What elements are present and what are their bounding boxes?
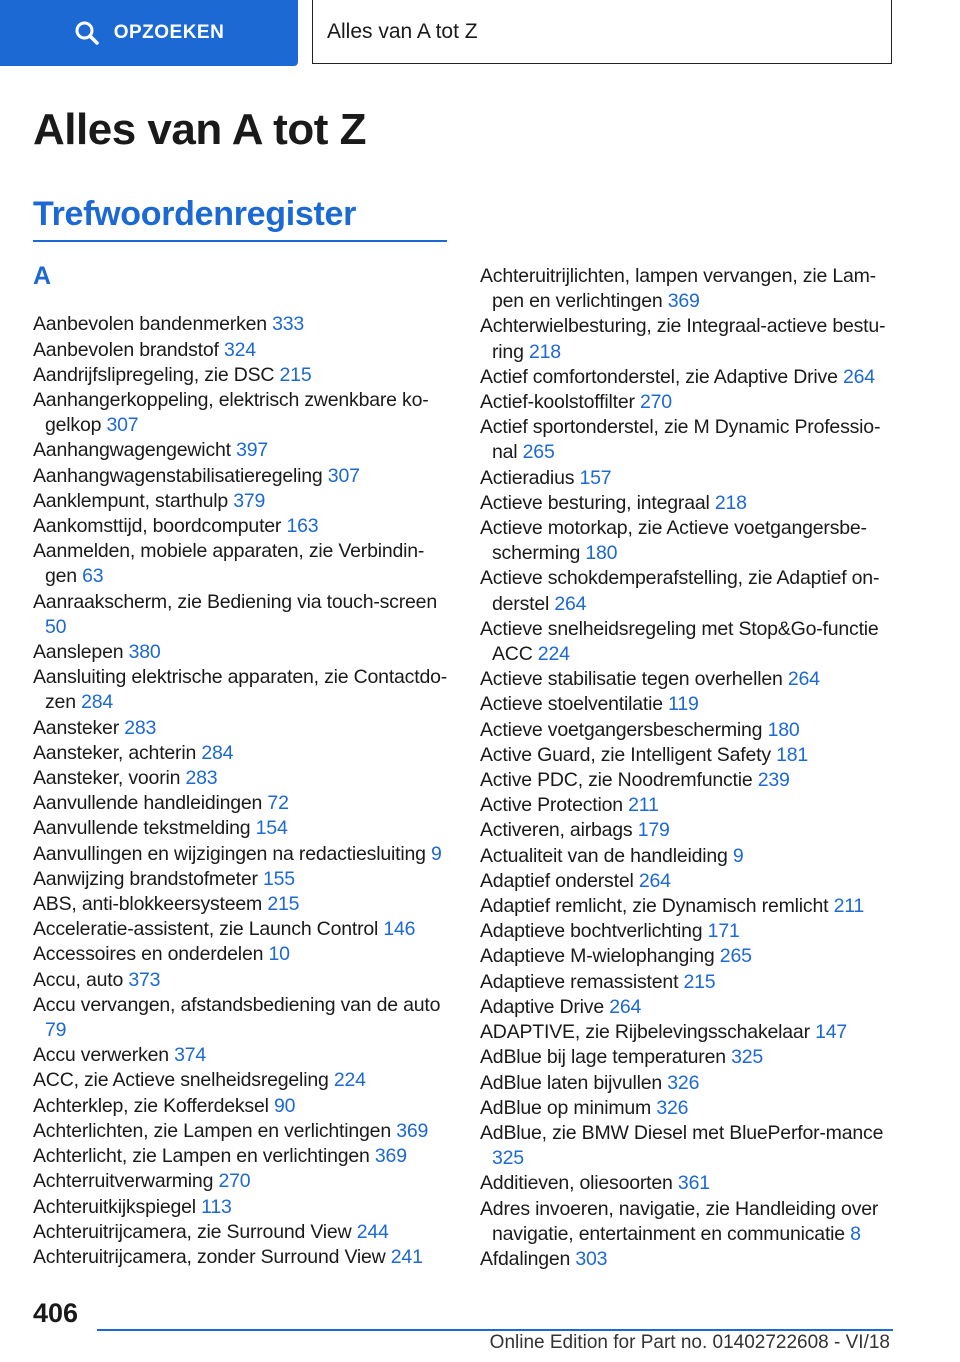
- index-entry-text: Accu verwerken: [33, 1044, 169, 1067]
- index-entry: [33, 312, 453, 337]
- breadcrumb-label: Alles van A tot Z: [327, 19, 478, 43]
- index-entry-page-link[interactable]: 324: [223, 338, 256, 361]
- index-entry-text: Actief sportonderstel, zie M Dynamic Professio-nal: [480, 416, 881, 464]
- index-entry-text: Adaptive Drive: [480, 995, 605, 1018]
- index-entry: [480, 1045, 892, 1070]
- index-entry-text: Aankomsttijd, boordcomputer: [33, 515, 282, 538]
- index-entry-page-link[interactable]: 307: [327, 464, 360, 487]
- index-entry-text: Actieradius: [480, 466, 575, 489]
- index-entry: [33, 338, 453, 363]
- index-entry-text: Adaptieve bochtverlichting: [480, 920, 703, 943]
- index-entry: [33, 892, 453, 917]
- index-entry: [33, 539, 453, 589]
- page-number: 406: [33, 1298, 79, 1328]
- index-entry: [33, 1195, 453, 1220]
- index-entry-text: Adres invoeren, navigatie, zie Handleiding over navigatie, entertainment en communicatie: [480, 1197, 879, 1245]
- index-entry-page-link[interactable]: 264: [554, 592, 587, 615]
- index-entry-text: Adaptief onderstel: [480, 869, 634, 892]
- index-entry-text: ACC, zie Actieve snelheidsregeling: [33, 1069, 329, 1092]
- index-entry-text: Actieve voetgangersbescherming: [480, 718, 763, 741]
- index-entry: [33, 968, 453, 993]
- index-entry-text: Achteruitkijkspiegel: [33, 1195, 196, 1218]
- index-entry: [33, 942, 453, 967]
- index-entry-page-link[interactable]: 284: [201, 741, 234, 764]
- section-title: Trefwoordenregister: [33, 195, 357, 233]
- index-entry: [480, 1121, 892, 1171]
- index-entry-text: Aanbevolen bandenmerken: [33, 313, 267, 336]
- index-entry-page-link[interactable]: 397: [236, 439, 269, 462]
- index-entry-page-link[interactable]: 9: [431, 842, 442, 865]
- index-letter-heading: A: [33, 262, 51, 290]
- index-entry-page-link[interactable]: 180: [767, 718, 800, 741]
- index-entry-page-link[interactable]: 264: [638, 869, 671, 892]
- index-entry: [480, 919, 892, 944]
- index-entry-text: Aanhangwagengewicht: [33, 439, 231, 462]
- index-entry-page-link[interactable]: 155: [263, 867, 295, 890]
- index-entry: [33, 716, 453, 741]
- index-entry: [480, 1020, 892, 1045]
- index-entry-text: Activeren, airbags: [480, 819, 633, 842]
- index-entry: [33, 489, 453, 514]
- index-entry-text: Aanmelden, mobiele apparaten, zie Verbindin-gen: [33, 540, 425, 588]
- index-entry-text: Aanwijzing brandstofmeter: [33, 867, 258, 890]
- index-entry: [33, 1043, 453, 1068]
- index-entry-page-link[interactable]: 241: [390, 1245, 423, 1268]
- index-entry: [33, 464, 453, 489]
- index-entry-text: Aandrijfslipregeling, zie DSC: [33, 363, 275, 386]
- footer-divider: [97, 1329, 893, 1331]
- index-entry: [33, 1119, 453, 1144]
- index-entry: [33, 1220, 453, 1245]
- index-entry-text: Accessoires en onderdelen: [33, 943, 264, 966]
- index-entry: [480, 944, 892, 969]
- index-entry-page-link[interactable]: 8: [850, 1222, 861, 1245]
- index-entry-page-link[interactable]: 218: [714, 491, 747, 514]
- index-entry-page-link[interactable]: 215: [279, 363, 312, 386]
- index-entry-text: AdBlue laten bijvullen: [480, 1071, 663, 1094]
- index-entry-page-link[interactable]: 369: [374, 1145, 407, 1168]
- index-entry-text: Active PDC, zie Noodremfunctie: [480, 769, 753, 792]
- index-entry-text: Actief comfortonderstel, zie Adaptive Drive: [480, 365, 838, 388]
- index-entry-page-link[interactable]: 270: [639, 391, 672, 414]
- index-entry-text: Aansteker, achterin: [33, 741, 197, 764]
- index-entry: [33, 640, 453, 665]
- index-entry: [33, 917, 453, 942]
- index-entry: [480, 1096, 892, 1121]
- index-entry-text: Achteruitrijcamera, zonder Surround View: [33, 1245, 386, 1268]
- index-entry-text: ADAPTIVE, zie Rijbelevingsschakelaar: [480, 1021, 810, 1044]
- index-entry-page-link[interactable]: 181: [776, 743, 809, 766]
- index-list-right: [480, 264, 892, 1272]
- index-entry-text: Adaptieve remassistent: [480, 970, 679, 993]
- index-entry: [480, 1247, 892, 1272]
- index-entry: [33, 766, 453, 791]
- index-entry-page-link[interactable]: 113: [201, 1195, 232, 1218]
- index-entry-text: Additieven, oliesoorten: [480, 1172, 673, 1195]
- index-entry-page-link[interactable]: 264: [842, 365, 875, 388]
- index-entry-text: Active Guard, zie Intelligent Safety: [480, 743, 771, 766]
- index-entry-text: Actieve stabilisatie tegen overhellen: [480, 668, 783, 691]
- index-entry: [33, 363, 453, 388]
- index-column-left: [33, 262, 453, 1270]
- index-column-right: [480, 264, 892, 1272]
- index-entry-page-link[interactable]: 224: [333, 1069, 366, 1092]
- index-entry-text: Adaptieve M-wielophanging: [480, 945, 715, 968]
- index-entry-page-link[interactable]: 307: [106, 414, 139, 437]
- index-entry-page-link[interactable]: 147: [815, 1021, 848, 1044]
- index-entry-page-link[interactable]: 218: [528, 340, 561, 363]
- index-entry: [33, 993, 453, 1043]
- index-entry-page-link[interactable]: 179: [637, 819, 670, 842]
- index-entry: [480, 844, 892, 869]
- index-entry-text: Achterwielbesturing, zie Integraal-actieve bestu-ring: [480, 315, 886, 363]
- index-entry-text: Achterruitverwarming: [33, 1170, 214, 1193]
- index-entry-page-link[interactable]: 303: [575, 1247, 608, 1270]
- index-entry-text: Aanvullende tekstmelding: [33, 817, 251, 840]
- index-entry: [33, 1245, 453, 1270]
- index-entry-page-link[interactable]: 270: [218, 1170, 251, 1193]
- index-entry: [480, 793, 892, 818]
- index-entry-text: Aanraakscherm, zie Bediening via touch-screen: [33, 590, 437, 613]
- index-entry-page-link[interactable]: 369: [667, 290, 700, 313]
- index-entry-text: Aanhangerkoppeling, elektrisch zwenkbare ko-gelkop: [33, 389, 429, 437]
- index-entry-page-link[interactable]: 264: [609, 995, 642, 1018]
- index-entry: [480, 365, 892, 390]
- index-entry-text: AdBlue, zie BMW Diesel met BluePerfor-mance: [480, 1121, 884, 1144]
- index-entry: [480, 415, 892, 465]
- index-entry-page-link[interactable]: 171: [707, 920, 740, 943]
- index-entry-text: AdBlue op minimum: [480, 1096, 652, 1119]
- index-entry: [480, 743, 892, 768]
- index-entry-text: Active Protection: [480, 794, 623, 817]
- index-entry: [480, 617, 892, 667]
- index-entry: [480, 1071, 892, 1096]
- index-entry-text: Accu, auto: [33, 968, 124, 991]
- index-entry: [33, 1094, 453, 1119]
- index-entry-text: AdBlue bij lage temperaturen: [480, 1046, 726, 1069]
- index-entry-text: Actief-koolstoffilter: [480, 391, 635, 414]
- index-entry-page-link[interactable]: 244: [356, 1220, 389, 1243]
- index-entry-page-link[interactable]: 265: [719, 945, 752, 968]
- index-entry: [480, 566, 892, 616]
- index-entry: [480, 390, 892, 415]
- index-entry-text: Acceleratie-assistent, zie Launch Control: [33, 918, 379, 941]
- index-entry: [480, 1197, 892, 1247]
- index-entry-page-link[interactable]: 369: [396, 1119, 429, 1142]
- index-entry-page-link[interactable]: 180: [585, 542, 618, 565]
- index-entry: [33, 1068, 453, 1093]
- index-entry-text: Actieve snelheidsregeling met Stop&Go-functie ACC: [480, 617, 879, 666]
- index-entry-page-link[interactable]: 224: [537, 643, 570, 666]
- index-entry-page-link[interactable]: 157: [579, 466, 612, 489]
- search-button[interactable]: [0, 0, 298, 66]
- index-entry-page-link[interactable]: 325: [492, 1147, 524, 1170]
- index-entry-text: Actieve besturing, integraal: [480, 491, 710, 514]
- index-entry-page-link[interactable]: 215: [683, 970, 716, 993]
- index-entry: [480, 1171, 892, 1196]
- index-entry-page-link[interactable]: 119: [668, 693, 699, 716]
- index-entry-page-link[interactable]: 215: [267, 893, 300, 916]
- index-entry: [33, 590, 453, 640]
- section-divider: [33, 240, 447, 242]
- index-entry-text: Actieve motorkap, zie Actieve voetgangersbe-scherming: [480, 517, 867, 565]
- index-entry-text: Achterlicht, zie Lampen en verlichtingen: [33, 1145, 370, 1168]
- footer-edition: Online Edition for Part no. 01402722608 - VI/18: [489, 1332, 890, 1353]
- index-entry: [33, 842, 453, 867]
- index-entry: [33, 665, 453, 715]
- index-entry-page-link[interactable]: 50: [45, 615, 67, 638]
- index-entry: [480, 995, 892, 1020]
- index-entry-page-link[interactable]: 72: [267, 792, 289, 815]
- index-entry-text: Achteruitrijcamera, zie Surround View: [33, 1220, 352, 1243]
- index-entry: [33, 816, 453, 841]
- index-entry: [480, 314, 892, 364]
- index-entry: [480, 970, 892, 995]
- index-entry: [33, 1169, 453, 1194]
- index-entry-page-link[interactable]: 264: [787, 668, 820, 691]
- index-entry-page-link[interactable]: 211: [628, 794, 659, 817]
- index-entry: [480, 718, 892, 743]
- index-entry-page-link[interactable]: 284: [81, 691, 113, 714]
- index-entry-page-link[interactable]: 380: [128, 641, 161, 664]
- page-title: Alles van A tot Z: [33, 105, 366, 154]
- index-list-left: [33, 312, 453, 1270]
- top-navigation: [0, 0, 960, 66]
- index-entry-text: Aansteker: [33, 716, 119, 739]
- index-entry-page-link[interactable]: 154: [255, 817, 288, 840]
- index-entry: [480, 692, 892, 717]
- index-entry-text: Aanhangwagenstabilisatieregeling: [33, 464, 323, 487]
- index-entry-text: Aansluiting elektrische apparaten, zie Contactdo-zen: [33, 666, 448, 714]
- index-entry: [480, 869, 892, 894]
- index-entry-text: Actieve schokdemperafstelling, zie Adaptief on-derstel: [480, 567, 880, 615]
- index-entry-text: Afdalingen: [480, 1247, 571, 1270]
- search-icon: [74, 20, 100, 46]
- index-entry-page-link[interactable]: 333: [272, 313, 305, 336]
- index-entry-text: ABS, anti-blokkeersysteem: [33, 893, 263, 916]
- index-entry: [33, 791, 453, 816]
- index-entry-page-link[interactable]: 379: [233, 489, 266, 512]
- index-entry-page-link[interactable]: 373: [128, 968, 161, 991]
- index-entry-text: Adaptief remlicht, zie Dynamisch remlicht: [480, 895, 829, 918]
- index-entry-page-link[interactable]: 326: [667, 1071, 700, 1094]
- index-entry: [480, 818, 892, 843]
- index-entry: [33, 438, 453, 463]
- index-entry-page-link[interactable]: 211: [833, 895, 865, 918]
- index-entry-page-link[interactable]: 239: [757, 769, 790, 792]
- index-entry-page-link[interactable]: 326: [656, 1096, 689, 1119]
- index-entry-page-link[interactable]: 163: [286, 515, 319, 538]
- index-entry: [33, 388, 453, 438]
- index-entry-page-link[interactable]: 361: [677, 1172, 710, 1195]
- index-entry-text: Achterlichten, zie Lampen en verlichtingen: [33, 1119, 391, 1142]
- index-entry: [480, 667, 892, 692]
- index-entry: [480, 466, 892, 491]
- index-entry-text: Achteruitrijlichten, lampen vervangen, zie Lam-pen en verlichtingen: [480, 265, 876, 313]
- index-entry: [480, 491, 892, 516]
- index-entry-page-link[interactable]: 283: [185, 767, 218, 790]
- index-entry: [480, 264, 892, 314]
- index-entry: [480, 768, 892, 793]
- index-entry-text: Aanbevolen brandstof: [33, 338, 219, 361]
- index-entry-text: Aanvullingen en wijzigingen na redactiesluiting: [33, 842, 426, 865]
- search-button-label: OPZOEKEN: [113, 22, 225, 43]
- index-entry-page-link[interactable]: 10: [268, 943, 290, 966]
- index-entry-text: Actieve stoelventilatie: [480, 693, 663, 716]
- index-entry-text: Aanvullende handleidingen: [33, 792, 263, 815]
- index-entry-text: Accu vervangen, afstandsbediening van de auto: [33, 993, 441, 1016]
- index-entry-text: Aanslepen: [33, 641, 124, 664]
- index-entry-page-link[interactable]: 374: [174, 1044, 207, 1067]
- breadcrumb[interactable]: [312, 0, 892, 64]
- index-entry-page-link[interactable]: 146: [383, 918, 416, 941]
- index-entry-page-link[interactable]: 265: [522, 441, 555, 464]
- index-entry-page-link[interactable]: 283: [124, 716, 157, 739]
- index-entry-page-link[interactable]: 90: [273, 1094, 296, 1117]
- index-entry-text: Achterklep, zie Kofferdeksel: [33, 1094, 269, 1117]
- index-entry: [480, 894, 892, 919]
- index-entry: [33, 867, 453, 892]
- index-entry-text: Actualiteit van de handleiding: [480, 844, 728, 867]
- index-entry-page-link[interactable]: 325: [731, 1046, 764, 1069]
- index-entry-page-link[interactable]: 79: [45, 1019, 67, 1042]
- index-entry-text: Aanklempunt, starthulp: [33, 489, 229, 512]
- index-entry-text: Aansteker, voorin: [33, 767, 181, 790]
- index-entry: [33, 741, 453, 766]
- index-entry-page-link[interactable]: 63: [82, 565, 104, 588]
- index-entry: [33, 1144, 453, 1169]
- index-entry-page-link[interactable]: 9: [732, 844, 744, 867]
- index-entry: [480, 516, 892, 566]
- index-entry: [33, 514, 453, 539]
